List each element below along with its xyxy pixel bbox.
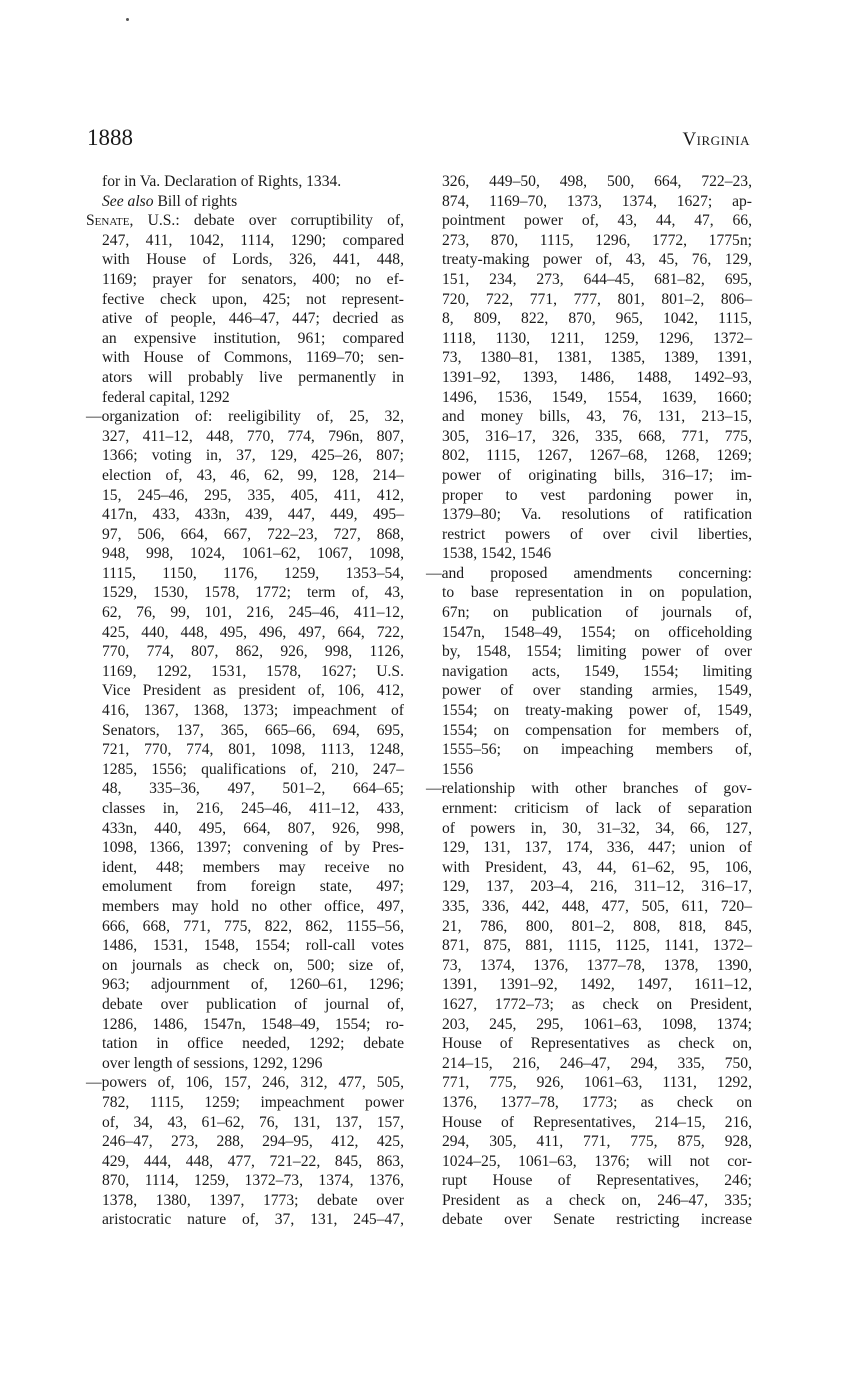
index-line: 73, 1374, 1376, 1377–78, 1378, 1390, <box>442 956 752 974</box>
index-line: with House of Lords, 326, 441, 448, <box>102 251 404 269</box>
index-line: 1555–56; on impeaching members of, <box>442 741 752 759</box>
index-line: 770, 774, 807, 862, 926, 998, 1126, <box>102 643 404 661</box>
index-line: 214–15, 216, 246–47, 294, 335, 750, <box>442 1054 752 1072</box>
index-line: 721, 770, 774, 801, 1098, 1113, 1248, <box>102 741 404 759</box>
index-line: 1554; on compensation for members of, <box>442 721 752 739</box>
index-line: with President, 43, 44, 61–62, 95, 106, <box>442 858 752 876</box>
page-number: 1888 <box>87 125 133 150</box>
index-line: debate over publication of journal of, <box>102 995 404 1013</box>
index-line: 326, 449–50, 498, 500, 664, 722–23, <box>442 173 752 190</box>
index-line: of powers in, 30, 31–32, 34, 66, 127, <box>442 819 752 837</box>
index-line: 416, 1367, 1368, 1373; impeachment of <box>102 702 404 720</box>
index-line: Senate, U.S.: debate over corruptibility of, <box>86 212 404 230</box>
index-line: 1115, 1150, 1176, 1259, 1353–54, <box>102 564 404 582</box>
index-line: rupt House of Representatives, 246; <box>442 1172 752 1190</box>
index-line: 1379–80; Va. resolutions of ratification <box>442 506 752 524</box>
index-line: 771, 775, 926, 1061–63, 1131, 1292, <box>442 1074 752 1092</box>
index-line: tation in office needed, 1292; debate <box>102 1035 404 1053</box>
running-title: Virginia <box>682 129 750 150</box>
index-line: of, 34, 43, 61–62, 76, 131, 137, 157, <box>102 1113 404 1131</box>
index-line: 871, 875, 881, 1115, 1125, 1141, 1372– <box>442 937 752 955</box>
index-line: 1538, 1542, 1546 <box>442 545 552 563</box>
index-line: 1529, 1530, 1578, 1772; term of, 43, <box>102 584 404 602</box>
index-line: 1554; on treaty-making power of, 1549, <box>442 702 752 720</box>
index-line: over length of sessions, 1292, 1296 <box>102 1054 323 1072</box>
index-line: House of Representatives as check on, <box>442 1035 752 1053</box>
index-line: 802, 1115, 1267, 1267–68, 1268, 1269; <box>442 447 752 465</box>
index-line: federal capital, 1292 <box>102 388 230 406</box>
index-line: 425, 440, 448, 495, 496, 497, 664, 722, <box>102 623 404 641</box>
index-line: 21, 786, 800, 801–2, 808, 818, 845, <box>442 917 752 935</box>
index-line: debate over Senate restricting increase <box>442 1211 752 1229</box>
index-line: 1496, 1536, 1549, 1554, 1639, 1660; <box>442 388 752 406</box>
index-line: President as a check on, 246–47, 335; <box>442 1191 752 1209</box>
index-line: to base representation in on population, <box>442 584 752 602</box>
index-line: 429, 444, 448, 477, 721–22, 845, 863, <box>102 1152 404 1170</box>
index-line: 203, 245, 295, 1061–63, 1098, 1374; <box>442 1015 752 1033</box>
index-line: —organization of: reeligibility of, 25, 32, <box>86 408 404 426</box>
index-line: 67n; on publication of journals of, <box>442 604 752 622</box>
index-line: an expensive institution, 961; compared <box>102 329 404 347</box>
index-line: 1391–92, 1393, 1486, 1488, 1492–93, <box>442 368 752 386</box>
index-line: 417n, 433, 433n, 439, 447, 449, 495– <box>102 506 404 524</box>
index-line: ernment: criticism of lack of separation <box>442 800 752 817</box>
index-line: 948, 998, 1024, 1061–62, 1067, 1098, <box>102 545 404 563</box>
index-line: —powers of, 106, 157, 246, 312, 477, 505, <box>86 1074 404 1092</box>
index-line: 246–47, 273, 288, 294–95, 412, 425, <box>102 1133 404 1151</box>
index-line: 1556 <box>442 760 474 778</box>
index-line: 666, 668, 771, 775, 822, 862, 1155–56, <box>102 917 404 935</box>
index-line: restrict powers of over civil liberties, <box>442 525 752 543</box>
index-line: by, 1548, 1554; limiting power of over <box>442 643 752 661</box>
index-line: proper to vest pardoning power in, <box>442 486 752 504</box>
index-line: 294, 305, 411, 771, 775, 875, 928, <box>442 1133 752 1151</box>
index-line: classes in, 216, 245–46, 411–12, 433, <box>102 800 404 817</box>
index-line: pointment power of, 43, 44, 47, 66, <box>442 212 752 230</box>
index-line: 782, 1115, 1259; impeachment power <box>102 1093 404 1111</box>
index-line: 15, 245–46, 295, 335, 405, 411, 412, <box>102 486 404 504</box>
index-line: power of over standing armies, 1549, <box>442 682 752 700</box>
index-line: 97, 506, 664, 667, 722–23, 727, 868, <box>102 525 404 543</box>
index-line: 247, 411, 1042, 1114, 1290; compared <box>102 231 404 249</box>
index-line: 1391, 1391–92, 1492, 1497, 1611–12, <box>442 976 752 994</box>
index-line: 1169; prayer for senators, 400; no ef- <box>102 270 404 288</box>
index-line: 1169, 1292, 1531, 1578, 1627; U.S. <box>102 662 404 680</box>
index-line: 1547n, 1548–49, 1554; on officeholding <box>442 623 752 641</box>
index-line: House of Representatives, 214–15, 216, <box>442 1113 752 1131</box>
index-line: emolument from foreign state, 497; <box>102 878 404 896</box>
index-line: 963; adjournment of, 1260–61, 1296; <box>102 976 404 994</box>
index-line: on journals as check on, 500; size of, <box>102 956 404 974</box>
index-line: 1376, 1377–78, 1773; as check on <box>442 1093 752 1111</box>
index-line: 1098, 1366, 1397; convening of by Pres- <box>102 839 404 857</box>
index-line: members may hold no other office, 497, <box>102 897 404 915</box>
index-line: 129, 131, 137, 174, 336, 447; union of <box>442 839 752 857</box>
index-line: fective check upon, 425; not represent- <box>102 290 404 308</box>
index-line: treaty-making power of, 43, 45, 76, 129, <box>442 251 752 269</box>
index-line: election of, 43, 46, 62, 99, 128, 214– <box>102 466 404 484</box>
index-line: 8, 809, 822, 870, 965, 1042, 1115, <box>442 310 752 328</box>
index-column-left <box>86 172 404 1230</box>
index-line: power of originating bills, 316–17; im- <box>442 466 752 484</box>
index-line: 1366; voting in, 37, 129, 425–26, 807; <box>102 447 404 465</box>
index-line: 129, 137, 203–4, 216, 311–12, 316–17, <box>442 878 752 896</box>
index-line: Vice President as president of, 106, 412, <box>102 682 404 700</box>
index-line: 1118, 1130, 1211, 1259, 1296, 1372– <box>442 329 752 347</box>
index-line: 1486, 1531, 1548, 1554; roll-call votes <box>102 937 404 955</box>
index-line: navigation acts, 1549, 1554; limiting <box>442 662 752 680</box>
index-line: 335, 336, 442, 448, 477, 505, 611, 720– <box>442 897 752 915</box>
specks-mark <box>126 18 129 21</box>
index-line: 48, 335–36, 497, 501–2, 664–65; <box>102 780 404 798</box>
index-line: and money bills, 43, 76, 131, 213–15, <box>442 408 752 426</box>
index-line: See also Bill of rights <box>102 192 238 210</box>
index-line: 720, 722, 771, 777, 801, 801–2, 806– <box>442 290 752 308</box>
index-line: Senators, 137, 365, 665–66, 694, 695, <box>102 721 404 739</box>
index-line: 1286, 1486, 1547n, 1548–49, 1554; ro- <box>102 1015 404 1033</box>
index-line: 273, 870, 1115, 1296, 1772, 1775n; <box>442 231 752 249</box>
index-line: for in Va. Declaration of Rights, 1334. <box>102 173 342 190</box>
index-line: 1285, 1556; qualifications of, 210, 247– <box>102 760 404 778</box>
index-line: ident, 448; members may receive no <box>102 858 404 876</box>
index-line: 62, 76, 99, 101, 216, 245–46, 411–12, <box>102 604 404 622</box>
index-line: 73, 1380–81, 1381, 1385, 1389, 1391, <box>442 349 752 367</box>
index-line: ative of people, 446–47, 447; decried as <box>102 310 404 328</box>
index-line: —relationship with other branches of gov- <box>426 780 752 798</box>
index-line: 1024–25, 1061–63, 1376; will not cor- <box>442 1152 752 1170</box>
index-line: 1378, 1380, 1397, 1773; debate over <box>102 1191 404 1209</box>
index-line: 433n, 440, 495, 664, 807, 926, 998, <box>102 819 404 837</box>
index-line: 327, 411–12, 448, 770, 774, 796n, 807, <box>102 427 404 445</box>
index-line: 151, 234, 273, 644–45, 681–82, 695, <box>442 270 752 288</box>
index-line: 1627, 1772–73; as check on President, <box>442 995 752 1013</box>
index-line: aristocratic nature of, 37, 131, 245–47, <box>102 1211 404 1229</box>
index-line: —and proposed amendments concerning: <box>426 564 752 582</box>
index-column-right <box>426 172 752 1230</box>
index-line: ators will probably live permanently in <box>102 368 404 386</box>
index-line: 305, 316–17, 326, 335, 668, 771, 775, <box>442 427 752 445</box>
index-line: 874, 1169–70, 1373, 1374, 1627; ap- <box>442 192 752 210</box>
index-line: with House of Commons, 1169–70; sen- <box>102 349 404 367</box>
index-line: 870, 1114, 1259, 1372–73, 1374, 1376, <box>102 1172 404 1190</box>
